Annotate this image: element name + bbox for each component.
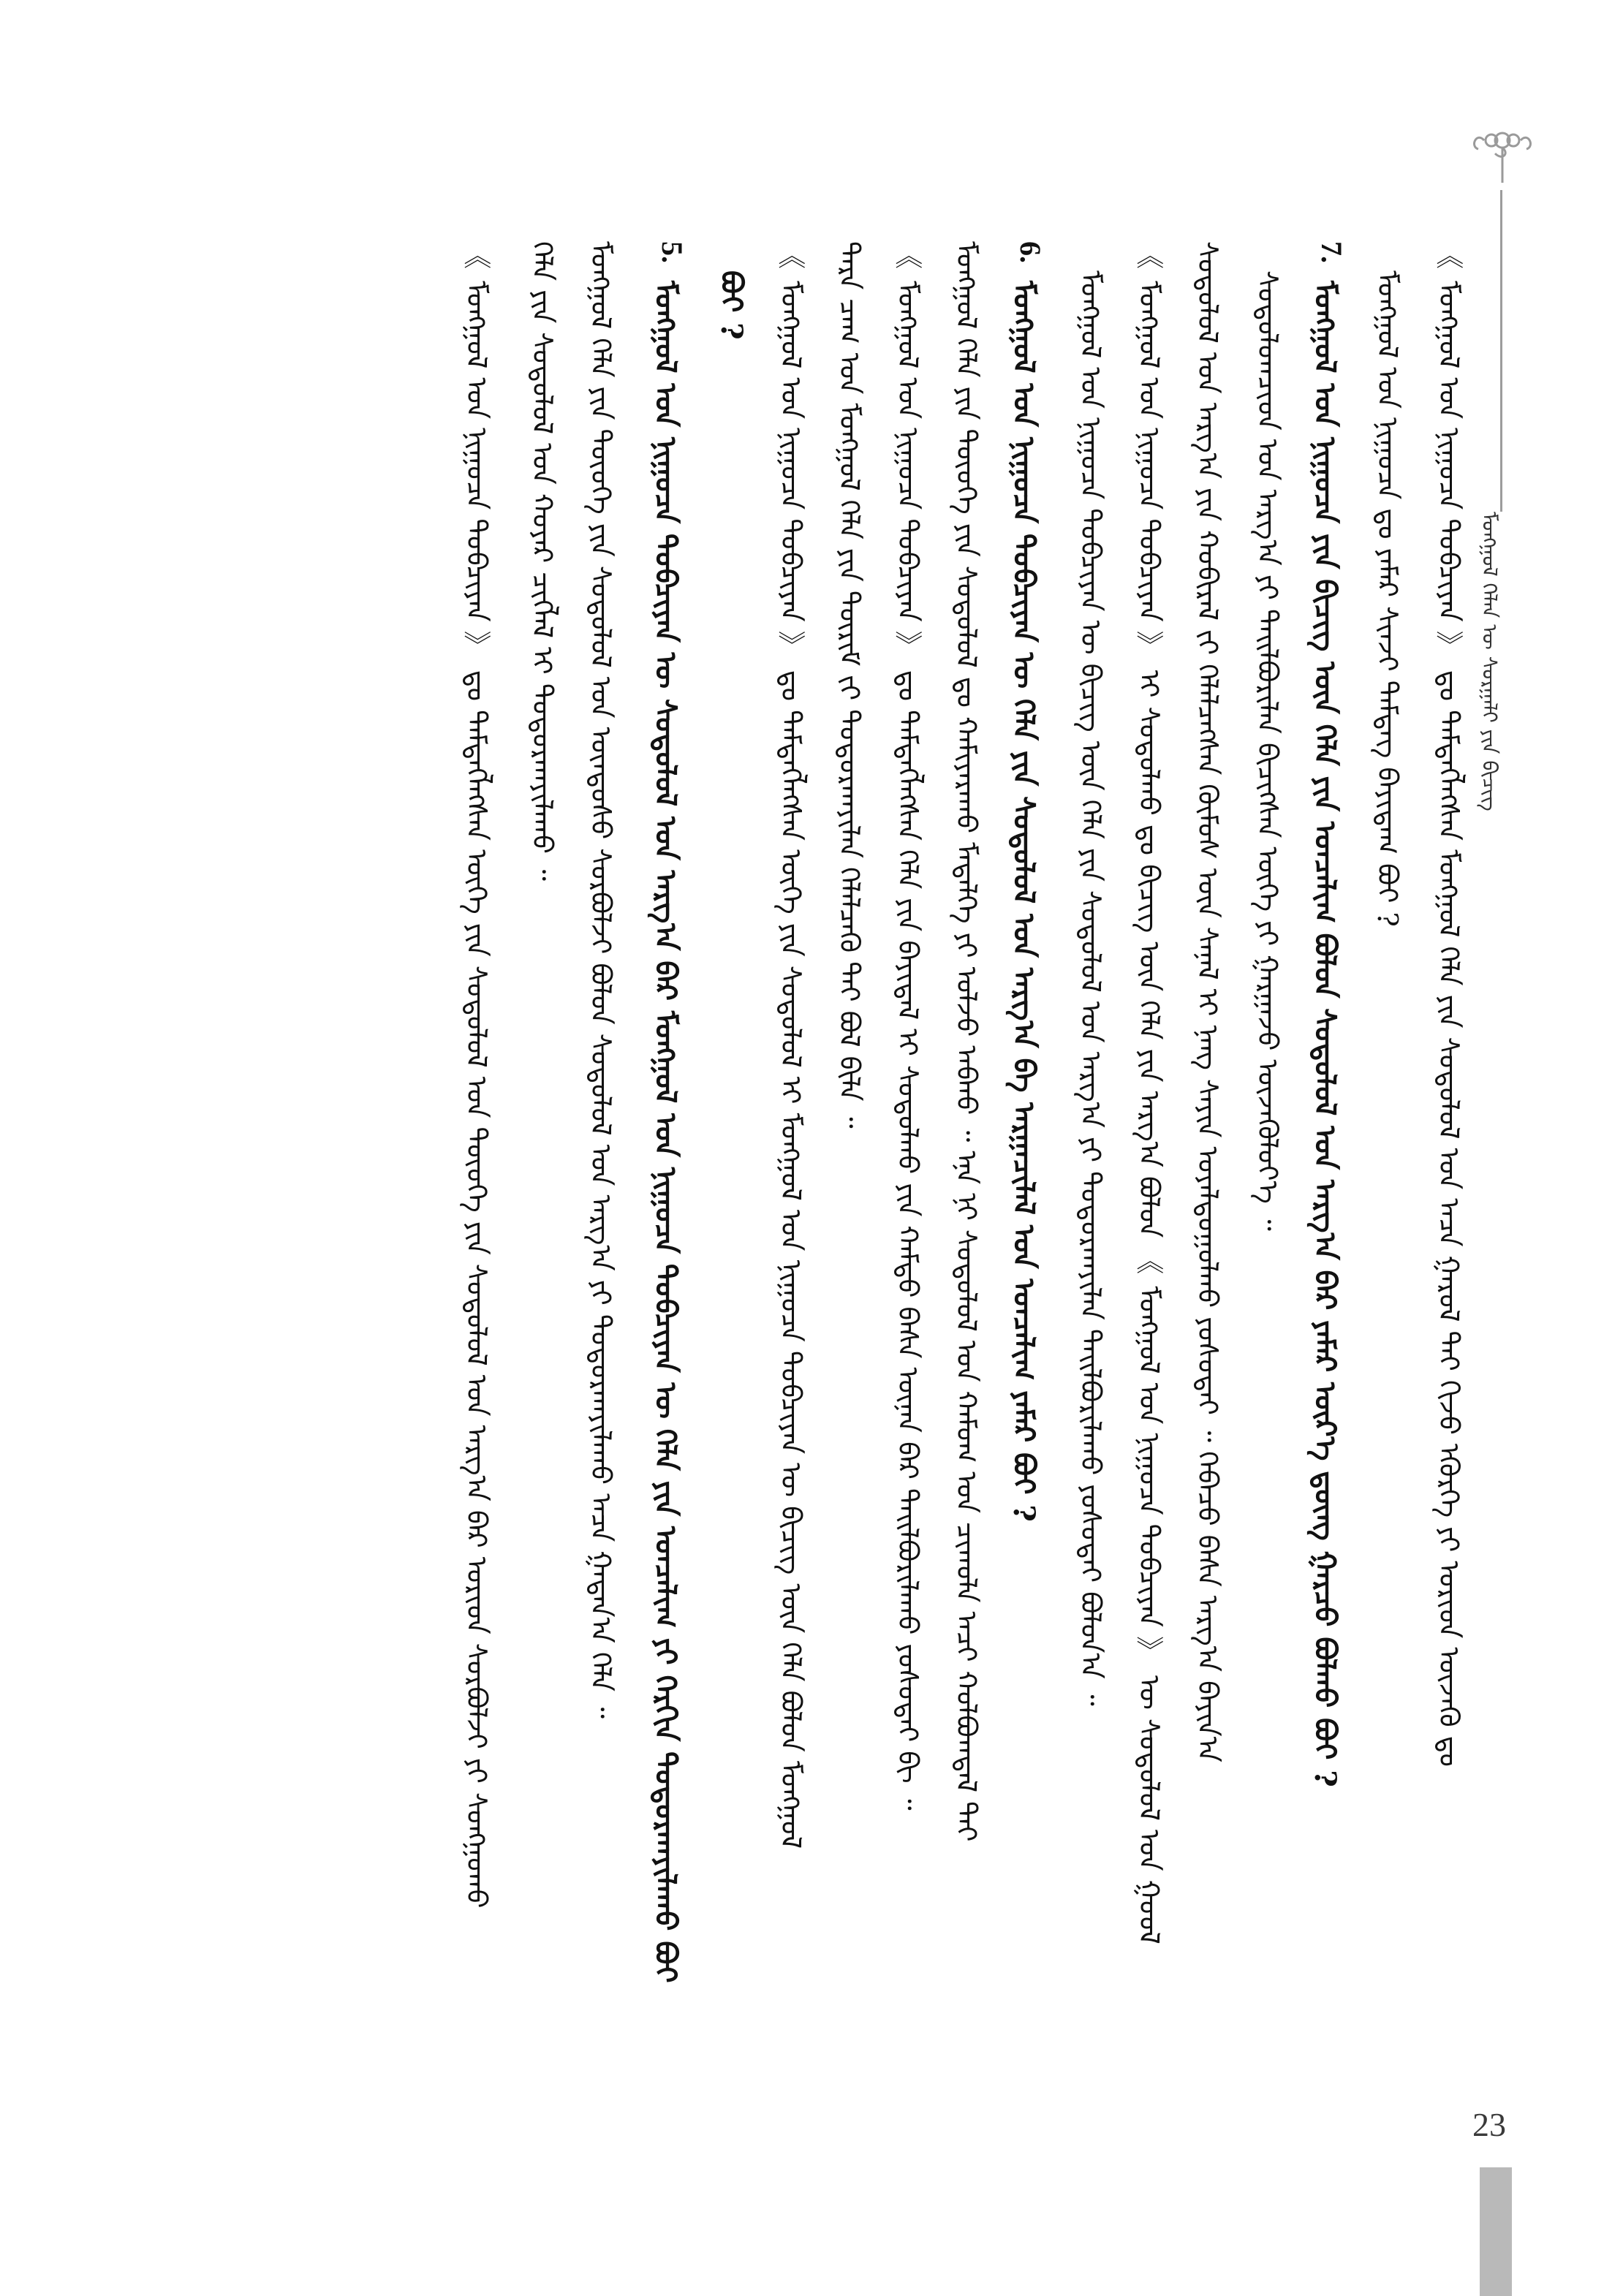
text-line	[709, 270, 768, 340]
text-line	[1244, 270, 1303, 1231]
text-line	[1426, 241, 1484, 1767]
header-ornament-icon	[1462, 124, 1543, 190]
text-line	[826, 241, 885, 1129]
text-line	[1126, 241, 1184, 1944]
line-text: ᠮᠣᠩᠭᠣᠯ ᠬᠡᠯᠡ ᠶᠢᠨ ᠲᠦᠦᠬᠡ ᠶᠢᠨ ᠰᠤᠳᠤᠯᠤᠯ ᠤᠨ ᠦᠨᠳᠦᠰᠦ ᠰᠤᠷᠪᠤᠯᠵᠢ ᠪᠣᠯᠤᠨ ᠰᠤᠳᠤᠯᠤᠯ ᠤᠨ ᠠᠷᠭ᠎ᠠ ᠶᠢ ᠲᠣᠳᠤᠷᠬᠠᠶᠢᠯᠠᠬᠤ ᠠᠴᠠ ᠭᠠᠳᠠᠨ᠎ᠠ ᠬᠡᠯᠡ ᠃	[585, 241, 617, 1719]
line-text: ᠪᠤᠢ ?	[714, 270, 749, 340]
line-text: 《 ᠮᠣᠩᠭᠣᠯ ᠤᠨ ᠨᠢᠭᠤᠴᠠ ᠲᠣᠪᠴᠢᠶᠠᠨ 》 ᠳᠤ ᠲᠡᠮᠳᠡᠭᠯᠡᠭᠰᠡᠨ ᠬᠡᠯᠡ ᠶᠢᠨ ᠪᠠᠶᠢᠳᠠᠯ ᠢ ᠰᠤᠳᠤᠯᠬᠤ ᠶᠢᠨ ᠬᠠᠮᠲᠤ ᠪᠠᠰᠠ ᠦᠨᠡᠨ ᠪᠡᠷ ᠲᠠᠢᠯᠪᠤᠷᠢᠯᠠᠬᠤ ᠶᠤᠰᠤᠲᠠᠢ ᠪᠢ ᠃	[892, 241, 924, 1811]
text-body	[197, 241, 1484, 2215]
line-text: ᠮᠣᠩᠭᠣᠯ ᠤᠨ ᠨᠢᠭᠤᠴᠠ ᠳᠤ ᠶᠠᠮᠠᠷ ᠰᠢᠨᠵᠢ ᠲᠡᠮᠳᠡᠭ ᠪᠠᠶᠢᠳᠠᠭ ᠪᠤᠢ ?	[1372, 270, 1404, 927]
text-line	[1364, 270, 1423, 927]
running-header: ᠮᠣᠩᠭᠣᠯ ᠬᠡᠯᠡᠨ ᠦ ᠰᠤᠷᠭᠠᠯᠢ ᠶᠢᠨ ᠪᠢᠴᠢᠭ	[1478, 512, 1502, 811]
line-text: ᠰᠤᠳᠤᠯᠤᠭᠴᠢᠳ ᠤᠨ ᠠᠷᠭ᠎ᠠ ᠶᠢ ᠲᠠᠢᠯᠪᠤᠷᠢᠯᠠᠨ ᠪᠢᠴᠢᠭᠰᠡᠨ ᠦᠭᠡ ᠶᠢ ᠭᠠᠷᠭᠠᠵᠤ ᠦᠵᠡᠭᠦᠯᠦᠶ᠎ᠡ ᠃	[1252, 270, 1284, 1231]
line-text: 《 ᠮᠣᠩᠭᠣᠯ ᠤᠨ ᠨᠢᠭᠤᠴᠠ ᠲᠣᠪᠴᠢᠶᠠᠨ 》 ᠳᠤ ᠲᠡᠮᠳᠡᠭᠯᠡᠭᠰᠡᠨ ᠮᠣᠩᠭᠣᠯ ᠬᠡᠯᠡ ᠶᠢᠨ ᠰᠤᠳᠤᠯᠤᠯ ᠤᠨ ᠠᠴᠠ ᠭᠠᠷᠤᠯ ᠲᠠᠢ ᠬᠢᠵᠦ ᠡᠭᠦᠷᠭᠡ ᠶᠢ ᠤᠷᠢᠳ ᠦᠵᠡᠬᠦ ᠳᠤ	[1433, 241, 1465, 1767]
header-rule	[1500, 190, 1502, 512]
text-line	[768, 241, 826, 1849]
text-line	[453, 241, 512, 1909]
question-number: 6.	[1014, 241, 1048, 263]
question-number: 5.	[656, 241, 689, 263]
text-line	[885, 241, 943, 1811]
line-text: ᠰᠤᠳᠤᠯᠤᠯ ᠤᠨ ᠠᠷᠭ᠎ᠠ ᠶᠢᠨ ᠬᠤᠪᠢᠷᠠᠯ ᠵᠢ ᠬᠡᠯᠡᠯᠴᠡᠭᠰᠡᠨ ᠬᠦᠮᠦᠰ ᠦᠨ ᠰᠠᠨᠠᠯ ᠢ ᠨᠡᠩ ᠰᠠᠶᠢᠨ ᠤᠶᠠᠯᠳᠤᠭᠤᠯᠬᠤ ᠶᠤᠰᠤᠲᠠᠢ ᠃ ᠭᠡᠪᠡᠴᠦ ᠪᠠᠰᠠ ᠠᠷᠭ᠎ᠠ ᠪᠠᠶᠢᠨ᠎ᠠ	[1192, 241, 1224, 1762]
line-text: ᠮᠣᠩᠭᠣᠯ ᠤᠨ ᠨᠢᠭᠤᠴᠠ ᠲᠣᠪᠴᠢᠶᠠᠨ ᠦ ᠪᠢᠴᠢᠭ ᠦᠨ ᠬᠡᠯᠡ ᠶᠢᠨ ᠰᠤᠳᠤᠯᠤᠯ ᠤᠨ ᠠᠷᠭ᠎ᠠ ᠶᠢ ᠲᠣᠳᠤᠷᠬᠠᠶᠢᠯᠠᠨ ᠲᠠᠢᠯᠪᠤᠷᠢᠯᠠᠬᠤ ᠶᠤᠰᠤᠲᠠᠢ ᠪᠣᠯᠤᠨ᠎ᠠ ᠃	[1075, 270, 1107, 1706]
line-text: ᠲᠡᠷᠡ ᠴᠠᠭ ᠤᠨ ᠮᠣᠩᠭᠣᠯ ᠬᠡᠯᠡ ᠶᠢᠨ ᠳᠦᠷᠢᠮ ᠵᠢ ᠲᠣᠳᠤᠷᠬᠠᠶᠢᠯᠠᠨ ᠬᠡᠯᠡᠯᠴᠡᠬᠦ ᠲᠠᠢ ᠪᠣᠯ ᠪᠢᠯᠡ ᠃	[833, 241, 866, 1129]
page-number: 23	[1472, 2106, 1506, 2143]
line-text: 《 ᠮᠣᠩᠭᠣᠯ ᠤᠨ ᠨᠢᠭᠤᠴᠠ ᠲᠣᠪᠴᠢᠶᠠᠨ 》 ᠢ ᠰᠤᠳᠤᠯᠬᠤ ᠳᠤ ᠪᠢᠴᠢᠭ ᠦᠨ ᠬᠡᠯᠡ ᠶᠢᠨ ᠠᠷᠭ᠎ᠠ ᠪᠣᠯᠤᠨ 《 ᠮᠣᠩᠭᠣᠯ ᠤᠨ ᠨᠢᠭᠤᠴᠠ ᠲᠣᠪᠴᠢᠶᠠᠨ 》 ᠦ ᠰᠤᠳᠤᠯᠤᠯ ᠤᠨ ᠭᠣᠣᠯ	[1133, 241, 1165, 1944]
line-text: 《 ᠮᠣᠩᠭᠣᠯ ᠤᠨ ᠨᠢᠭᠤᠴᠠ ᠲᠣᠪᠴᠢᠶᠠᠨ 》 ᠳᠤ ᠲᠡᠮᠳᠡᠭᠯᠡᠭᠰᠡᠨ ᠦᠭᠡ ᠶᠢᠨ ᠰᠤᠳᠤᠯᠤᠯ ᠢ ᠮᠣᠩᠭᠣᠯ ᠤᠨ ᠨᠢᠭᠤᠴᠠ ᠲᠣᠪᠴᠢᠶᠠᠨ ᠦ ᠪᠢᠴᠢᠭ ᠦᠨ ᠬᠡᠯᠡ ᠪᠣᠯᠤᠨ ᠮᠣᠩᠭᠣᠯ	[775, 241, 807, 1849]
text-line	[1002, 241, 1060, 1522]
text-line	[1303, 241, 1361, 1787]
text-line	[1184, 241, 1243, 1762]
line-text: ᠮᠣᠩᠭᠣᠯ ᠤᠨ ᠨᠢᠭᠤᠴᠠ ᠲᠣᠪᠴᠢᠶᠠᠨ ᠦ ᠬᠡᠯᠡ ᠶᠢᠨ ᠰᠤᠳᠤᠯᠤᠯ ᠤᠨ ᠠᠷᠭ᠎ᠠ ᠪᠠ ᠠᠷᠭᠠᠴᠢᠯᠠᠯ ᠤᠨ ᠣᠨᠴᠠᠯᠢᠭ ᠶᠠᠮᠠᠷ ᠪᠤᠢ ?	[1007, 281, 1041, 1522]
line-text: ᠮᠣᠩᠭᠣᠯ ᠤᠨ ᠨᠢᠭᠤᠴᠠ ᠶᠢᠨ ᠪᠢᠴᠢᠭ ᠦᠨ ᠬᠡᠯᠡ ᠶᠢᠨ ᠣᠨᠴᠠᠯᠢᠭ ᠪᠣᠯᠤᠨ ᠰᠤᠳᠤᠯᠤᠯ ᠤᠨ ᠠᠷᠭ᠎ᠠ ᠪᠠᠷ ᠶᠠᠮᠠᠷ ᠦᠷ᠎ᠡ ᠳ᠋ᠦᠩ ᠭᠠᠷᠴᠤ ᠪᠣᠯᠬᠤ ᠪᠤᠢ ?	[1308, 281, 1342, 1787]
text-line	[643, 241, 702, 1983]
line-text: ᠮᠣᠩᠭᠣᠯ ᠬᠡᠯᠡ ᠶᠢᠨ ᠲᠦᠦᠬᠡ ᠶᠢᠨ ᠰᠤᠳᠤᠯᠤᠯ ᠳᠤ ᠬᠠᠮᠢᠶᠠᠷᠠᠬᠤ ᠮᠡᠳᠡᠯᠭᠡ ᠶᠢ ᠣᠯᠵᠤ ᠠᠪᠬᠤ ᠃ ᠡᠨᠡ ᠨᠢ ᠰᠤᠳᠤᠯᠤᠯ ᠤᠨ ᠬᠠᠮᠤᠭ ᠤᠨ ᠴᠢᠬᠤᠯᠠ ᠠᠴᠢ ᠬᠣᠯᠪᠣᠭᠳᠠᠯ ᠲᠠᠢ	[950, 241, 983, 1842]
text-line	[1067, 270, 1126, 1706]
edge-tab	[1480, 2167, 1512, 2296]
line-text: ᠮᠣᠩᠭᠣᠯ ᠤᠨ ᠨᠢᠭᠤᠴᠠ ᠲᠣᠪᠴᠢᠶᠠᠨ ᠦ ᠰᠤᠳᠤᠯᠤᠯ ᠤᠨ ᠠᠷᠭ᠎ᠠ ᠪᠠᠷ ᠮᠣᠩᠭᠣᠯ ᠤᠨ ᠨᠢᠭᠤᠴᠠ ᠲᠣᠪᠴᠢᠶᠠᠨ ᠦ ᠬᠡᠯᠡ ᠶᠢᠨ ᠣᠨᠴᠠᠯᠢᠭ ᠶᠢ ᠬᠡᠷᠬᠢᠨ ᠲᠣᠳᠤᠷᠬᠠᠶᠢᠯᠠᠬᠤ ᠪᠤᠢ	[648, 281, 683, 1983]
text-line	[519, 241, 578, 881]
line-text: ᠬᠡᠯᠡ ᠶᠢᠨ ᠰᠤᠳᠤᠯᠤᠯ ᠤᠨ ᠬᠣᠶᠠᠷ ᠴᠢᠭᠯᠡᠯ ᠢ ᠲᠣᠳᠤᠷᠬᠠᠶᠢᠯᠠᠬᠤ ᠃	[526, 241, 559, 882]
line-text: 《 ᠮᠣᠩᠭᠣᠯ ᠤᠨ ᠨᠢᠭᠤᠴᠠ ᠲᠣᠪᠴᠢᠶᠠᠨ 》 ᠳᠤ ᠲᠡᠮᠳᠡᠭᠯᠡᠭᠰᠡᠨ ᠦᠭᠡ ᠶᠢᠨ ᠰᠤᠳᠤᠯᠤᠯ ᠤᠨ ᠲᠦᠦᠬᠡ ᠶᠢᠨ ᠰᠤᠳᠤᠯᠤᠯ ᠤᠨ ᠠᠷᠭ᠎ᠠ ᠪᠠᠷ ᠤᠷᠢᠳ ᠰᠤᠷᠪᠤᠯᠵᠢ ᠶᠢ ᠰᠣᠩᠭᠣᠬᠤ	[461, 241, 493, 1909]
text-line	[943, 241, 1002, 1841]
question-number: 7.	[1315, 241, 1349, 263]
text-line	[578, 241, 636, 1719]
